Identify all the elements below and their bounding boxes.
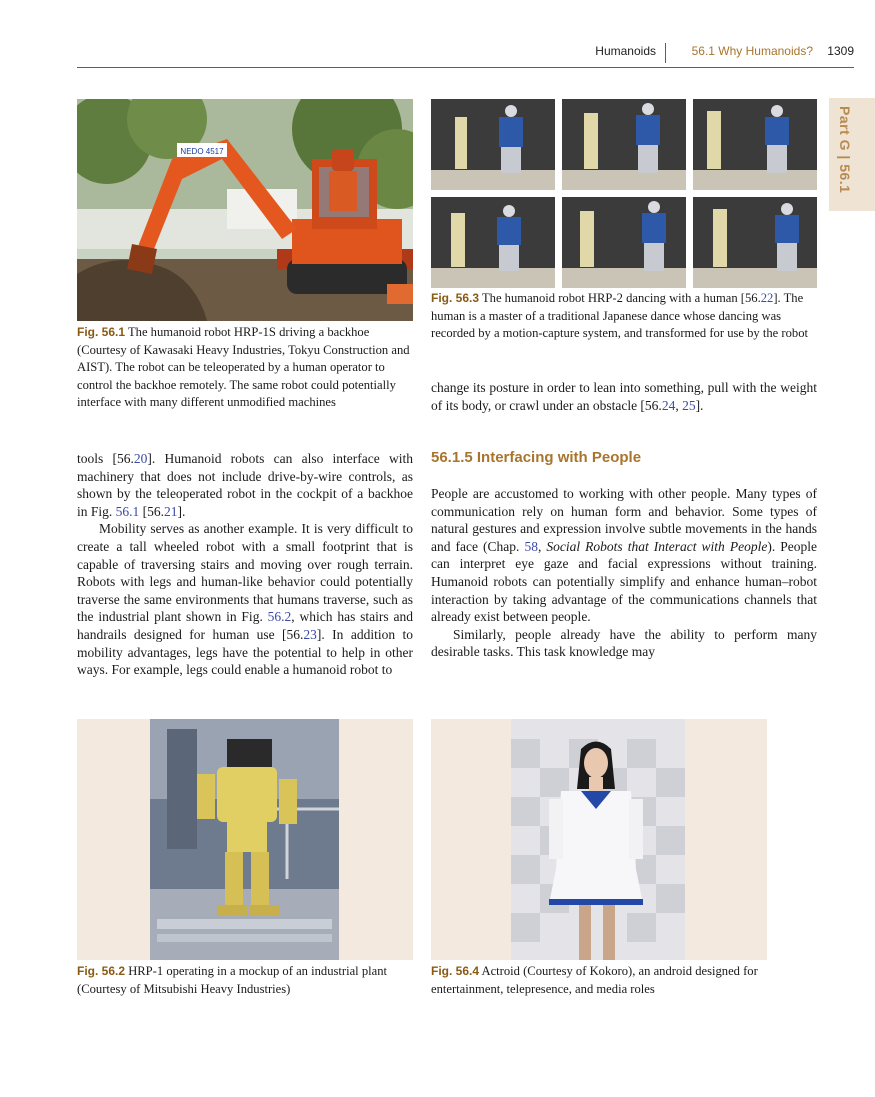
right-column-text-top xyxy=(431,379,817,414)
side-tab xyxy=(829,98,875,211)
machine-plate-text: NEDO 4517 xyxy=(180,147,224,156)
figure-caption-text: HRP-1 operating in a mockup of an industrial plant (Courtesy of Mitsubishi Heavy Industries) xyxy=(77,964,388,996)
side-tab-label: Part G | 56.1 xyxy=(837,106,853,194)
figure-caption-text: The humanoid robot HRP-1S driving a backhoe (Courtesy of Kawasaki Heavy Industries, Tokyu Construction and AIST). The robot can be teleoperated by a human operator to control the backhoe remotely. The same robot could potentially interface with many different unmodified machines xyxy=(77,325,410,410)
figure-56-4-caption xyxy=(431,963,767,998)
paragraph: tools [56.20]. Humanoid robots can also interface with machinery that does not include drive-by-wire controls, as shown by the teleoperated robot in the cockpit of a backhoe in Fig. 56.1 [56.21]. xyxy=(77,451,413,519)
running-header xyxy=(77,44,854,66)
figure-caption-text: Actroid (Courtesy of Kokoro), an android designed for entertainment, telepresence, and media roles xyxy=(431,964,758,996)
figure-56-1-caption xyxy=(77,324,413,412)
header-rule xyxy=(77,67,854,68)
chapter-link[interactable]: 58 xyxy=(524,538,538,554)
citation-link[interactable]: 23 xyxy=(303,626,317,642)
paragraph: People are accustomed to working with other people. Many types of communication rely on human form and behavior. Some types of natural gestures and expression involve subtle movements in the hands and face (Chap. 58, Social Robots that Interact with People). People can interpret eye gaze and facial expressions without training. Humanoid robots can potentially simplify and enhance human–robot interaction by taking advantage of the communications channels that already exist between people. xyxy=(431,486,817,625)
figure-caption-text: The humanoid robot HRP-2 dancing with a human [56. xyxy=(481,291,761,305)
right-column-text xyxy=(431,485,817,661)
header-section: Humanoids xyxy=(595,44,656,58)
header-subsection: 56.1 Why Humanoids? xyxy=(691,44,813,58)
citation-link[interactable]: 25 xyxy=(682,397,696,413)
citation-link[interactable]: 20 xyxy=(133,451,148,466)
citation-link[interactable]: 21 xyxy=(164,503,178,519)
paragraph: change its posture in order to lean into something, pull with the weight of its body, or crawl under an obstacle [56.24, 25]. xyxy=(431,380,817,413)
page-number: 1309 xyxy=(827,44,854,58)
figure-label: Fig. 56.1 xyxy=(77,325,126,339)
figure-link[interactable]: 56.2 xyxy=(267,609,292,625)
section-heading: 56.1.5 Interfacing with People xyxy=(431,449,642,466)
figure-link[interactable]: 56.1 xyxy=(115,503,140,519)
paragraph: Mobility serves as another example. It is very difficult to create a tall wheeled robot with a small footprint that is capable of traversing stairs and moving over rough terrain. Robots with legs and human-like behavior could potentially traverse the same environments that humans traverse, such as the industrial plant shown in Fig. 56.2, which has stairs and handrails designed for human use [56.23]. In addition to mobility advantages, legs have the potential to help in other ways. For example, legs could enable a humanoid robot to xyxy=(77,521,413,678)
figure-label: Fig. 56.2 xyxy=(77,964,126,978)
figure-56-4-image xyxy=(431,719,767,960)
figure-label: Fig. 56.4 xyxy=(431,964,480,978)
paragraph: Similarly, people already have the ability to perform many desirable tasks. This task knowledge may xyxy=(431,626,817,660)
figure-56-3-image xyxy=(431,99,817,288)
figure-caption-text: ]. The human is a master of a traditional Japanese dance whose dancing was recorded by a motion-capture system, and transformed for use by the robot xyxy=(431,291,808,341)
figure-56-3-caption xyxy=(431,290,817,343)
figure-label: Fig. 56.3 xyxy=(431,291,480,305)
figure-56-2-caption xyxy=(77,963,413,998)
citation-link[interactable]: 22 xyxy=(760,291,774,305)
left-column-text xyxy=(77,450,413,679)
header-divider xyxy=(665,43,666,63)
figure-56-1-image xyxy=(77,99,413,321)
citation-link[interactable]: 24 xyxy=(661,397,676,413)
figure-56-2-image xyxy=(77,719,413,960)
